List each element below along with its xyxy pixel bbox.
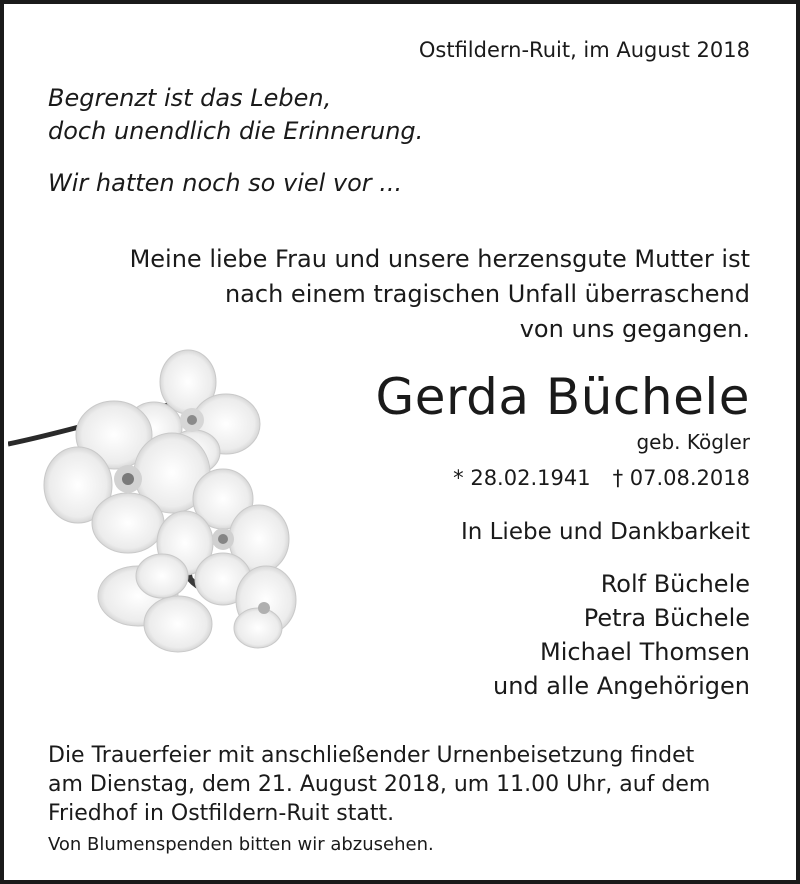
mourner: und alle Angehörigen	[493, 672, 750, 700]
death-date: † 07.08.2018	[612, 466, 750, 490]
orchid-icon	[8, 344, 308, 654]
announcement-line-2: nach einem tragischen Unfall überraschend	[224, 280, 750, 308]
quote-short: Wir hatten noch so viel vor ...	[48, 169, 403, 197]
mourners-list	[493, 567, 750, 703]
quote-line-1: Begrenzt ist das Leben,	[48, 84, 332, 112]
announcement-line-1: Meine liebe Frau und unsere herzensgute Mutter ist	[129, 245, 750, 273]
place-date: Ostfildern-Ruit, im August 2018	[418, 38, 750, 62]
quote-line-2: doch unendlich die Erinnerung.	[48, 117, 424, 145]
mourner: Petra Büchele	[583, 604, 750, 632]
service-line-1: Die Trauerfeier mit anschließender Urnenbeisetzung findet	[48, 743, 695, 768]
birth-date: * 28.02.1941	[453, 466, 591, 490]
mourner: Rolf Büchele	[600, 570, 750, 598]
mourner: Michael Thomsen	[540, 638, 750, 666]
service-line-3: Friedhof in Ostfildern-Ruit statt.	[48, 801, 395, 826]
quote-verse	[48, 82, 423, 148]
service-line-2: am Dienstag, dem 21. August 2018, um 11.00 Uhr, auf dem	[48, 772, 711, 797]
flowers-note: Von Blumenspenden bitten wir abzusehen.	[48, 834, 434, 855]
deceased-name: Gerda Büchele	[375, 368, 750, 426]
announcement	[130, 242, 750, 347]
thanks-line: In Liebe und Dankbarkeit	[460, 519, 750, 545]
service-info	[48, 741, 710, 828]
life-dates	[453, 466, 750, 490]
birth-name: geb. Kögler	[636, 430, 750, 454]
announcement-line-3: von uns gegangen.	[519, 315, 750, 343]
